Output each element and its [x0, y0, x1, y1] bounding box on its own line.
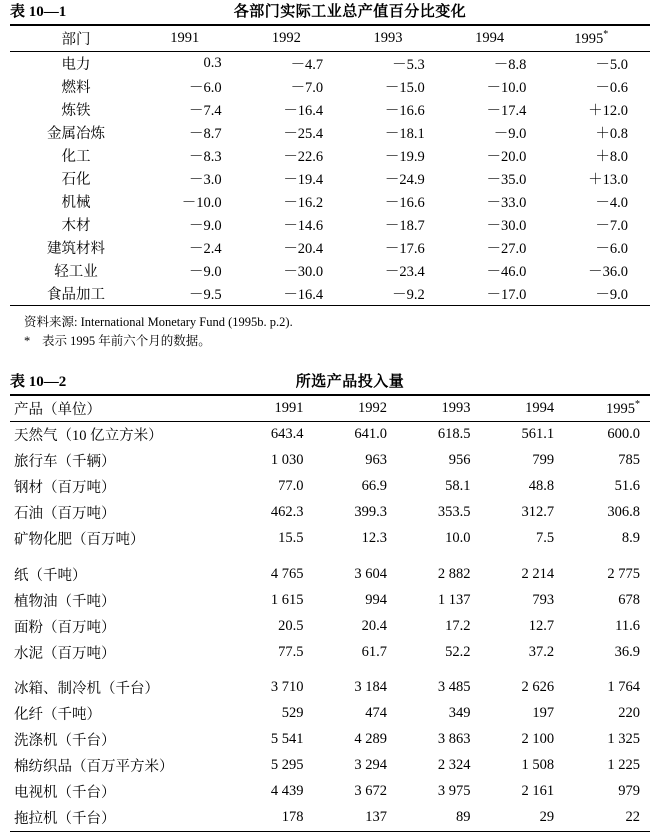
row-value: ＋0.8 [595, 126, 628, 142]
row-label: 木材 [61, 218, 91, 234]
row-value: －46.0 [486, 264, 527, 280]
row-value: 178 [230, 805, 314, 832]
table-1-caption [10, 0, 650, 24]
row-value: 36.9 [614, 643, 640, 660]
table-row [10, 448, 650, 474]
row-value: －30.0 [486, 218, 527, 234]
row-value: 48.8 [528, 478, 555, 495]
row-value: 29 [481, 805, 565, 832]
row-value: 3 672 [354, 783, 388, 800]
row-label: 轻工业 [54, 264, 98, 280]
table-2-caption [10, 370, 650, 394]
footnote-text: 表示 1995 年前六个月的数据。 [42, 334, 211, 349]
row-value: 600.0 [607, 426, 640, 443]
row-value: 1 615 [270, 591, 304, 608]
row-value: 462.3 [270, 504, 304, 521]
table-2 [10, 394, 650, 832]
row-value: 220 [618, 705, 640, 722]
row-value: －4.7 [290, 57, 324, 73]
row-value: 12.3 [361, 530, 388, 547]
row-label: 食品加工 [10, 282, 142, 306]
row-value: 66.9 [361, 478, 388, 495]
row-value: －16.6 [384, 195, 425, 211]
table-2-col-1: 1991 [230, 395, 314, 422]
row-value: 137 [314, 805, 398, 832]
row-label: 纸（千吨） [14, 567, 87, 584]
table-2-col-5 [564, 395, 650, 422]
row-value: 561.1 [521, 426, 555, 443]
row-label: 石化 [61, 172, 91, 188]
row-value: 979 [618, 783, 640, 800]
row-label: 冰箱、制冷机（千台） [14, 681, 159, 698]
table-2-col-0: 产品（单位） [10, 395, 230, 422]
row-value: －16.4 [244, 282, 346, 306]
row-value: －19.9 [384, 149, 425, 165]
table-1-col-3: 1993 [345, 25, 447, 52]
row-value: 678 [618, 591, 640, 608]
row-value: －35.0 [486, 172, 527, 188]
row-value: 0.3 [203, 55, 222, 71]
row-value: －36.0 [588, 264, 628, 280]
row-value: 77.5 [278, 643, 304, 660]
table-2-col-5-superscript: * [635, 398, 640, 410]
row-value: 4 765 [270, 565, 304, 582]
row-value: 5 541 [270, 731, 304, 748]
row-label: 钢材（百万吨） [14, 480, 116, 497]
row-label: 化工 [61, 149, 91, 165]
row-value: 20.5 [278, 617, 304, 634]
row-value: 12.7 [528, 617, 555, 634]
row-value: 529 [281, 705, 304, 722]
row-value: －19.4 [283, 172, 324, 188]
row-value: －0.6 [595, 80, 628, 96]
row-value: 1 225 [607, 757, 640, 774]
table-2-title: 所选产品投入量 [295, 373, 405, 390]
table-row [10, 500, 650, 526]
row-value: 963 [365, 452, 388, 469]
table-row [10, 701, 650, 727]
row-value: －9.0 [493, 126, 527, 142]
row-value: －30.0 [283, 264, 324, 280]
table-row [10, 727, 650, 753]
row-value: －4.0 [595, 195, 628, 211]
table-row [10, 474, 650, 500]
table-row [10, 805, 650, 832]
footnote [24, 332, 636, 351]
row-value: 1 137 [437, 591, 471, 608]
row-value: －17.0 [447, 282, 549, 306]
row-value: 197 [532, 705, 555, 722]
row-value: 58.1 [445, 478, 471, 495]
row-value: －18.1 [384, 126, 425, 142]
row-value: 10.0 [445, 530, 471, 547]
row-value: －17.6 [384, 241, 425, 257]
row-value: 3 184 [354, 679, 388, 696]
row-value: 2 775 [607, 565, 640, 582]
table-row [10, 613, 650, 639]
row-value: －9.5 [142, 282, 244, 306]
table-row [10, 259, 650, 282]
row-value: －2.4 [188, 241, 222, 257]
table-row [10, 236, 650, 259]
row-value: 7.5 [535, 530, 555, 547]
row-value: 51.6 [614, 478, 640, 495]
row-value: －33.0 [486, 195, 527, 211]
row-value: 785 [618, 452, 640, 469]
row-value: －8.3 [188, 149, 222, 165]
footnote-marker: * [24, 334, 31, 349]
row-value: 306.8 [607, 504, 640, 521]
table-row [10, 167, 650, 190]
row-value: －25.4 [283, 126, 324, 142]
row-value: 1 030 [270, 452, 304, 469]
row-label: 建筑材料 [47, 241, 105, 257]
row-value: －10.0 [486, 80, 527, 96]
row-value: 2 161 [521, 783, 555, 800]
row-value: 1 325 [607, 731, 640, 748]
table-1-col-1: 1991 [142, 25, 244, 52]
row-label: 水泥（百万吨） [14, 645, 116, 662]
row-value: 8.9 [621, 530, 640, 547]
row-value: －27.0 [486, 241, 527, 257]
table-row [10, 587, 650, 613]
table-2-header [10, 395, 650, 422]
row-value: 2 626 [521, 679, 555, 696]
row-value: 3 294 [354, 757, 388, 774]
row-value: －15.0 [384, 80, 425, 96]
table-1-col-5-label: 1995 [574, 30, 604, 47]
row-value: －9.0 [188, 264, 222, 280]
row-value: 37.2 [528, 643, 555, 660]
table-row [10, 52, 650, 76]
row-value: －6.0 [595, 241, 628, 257]
row-value: －8.8 [493, 57, 527, 73]
row-value: －7.0 [290, 80, 324, 96]
row-label: 植物油（千吨） [14, 593, 116, 610]
table-row [10, 190, 650, 213]
table-1-notes [10, 306, 650, 352]
row-value: 15.5 [278, 530, 304, 547]
row-value: 1 508 [521, 757, 555, 774]
row-value: 3 975 [437, 783, 471, 800]
row-value: 4 439 [270, 783, 304, 800]
row-value: 399.3 [354, 504, 388, 521]
row-value: －22.6 [283, 149, 324, 165]
row-value: －17.4 [486, 103, 527, 119]
row-value: 77.0 [278, 478, 304, 495]
table-1-col-0: 部门 [10, 25, 142, 52]
row-label: 天然气（10 亿立方米） [14, 428, 163, 445]
table-2-col-4: 1994 [481, 395, 565, 422]
row-value: 3 710 [270, 679, 304, 696]
row-value: 1 764 [607, 679, 640, 696]
row-value: －8.7 [188, 126, 222, 142]
row-value: 353.5 [437, 504, 471, 521]
row-label: 洗涤机（千台） [14, 733, 116, 750]
table-2-number: 表 10—2 [10, 373, 67, 390]
row-label: 炼铁 [61, 103, 91, 119]
row-value: －24.9 [384, 172, 425, 188]
table-row [10, 75, 650, 98]
row-value: 2 882 [437, 565, 471, 582]
row-value: －20.4 [283, 241, 324, 257]
table-2-body [10, 421, 650, 831]
row-value: 3 863 [437, 731, 471, 748]
row-value: －20.0 [486, 149, 527, 165]
row-value: －14.6 [283, 218, 324, 234]
table-1-col-5 [548, 25, 650, 52]
table-row [10, 421, 650, 448]
row-value: 618.5 [437, 426, 471, 443]
table-row [10, 213, 650, 236]
row-value: －5.3 [392, 57, 425, 73]
row-value: 799 [532, 452, 555, 469]
row-value: －9.0 [188, 218, 222, 234]
row-value: －16.6 [384, 103, 425, 119]
row-value: ＋8.0 [595, 149, 628, 165]
row-value: 2 100 [521, 731, 555, 748]
row-value: 89 [397, 805, 481, 832]
row-label: 化纤（千吨） [14, 707, 101, 724]
table-1-header [10, 25, 650, 52]
table-1 [10, 24, 650, 306]
row-label: 石油（百万吨） [14, 506, 116, 523]
row-value: 2 324 [437, 757, 471, 774]
row-label: 棉纺织品（百万平方米） [14, 759, 174, 776]
row-value: 474 [365, 705, 388, 722]
table-2-col-3: 1993 [397, 395, 481, 422]
row-value: 11.6 [615, 617, 640, 634]
row-value: 17.2 [445, 617, 471, 634]
row-value: 643.4 [270, 426, 304, 443]
row-value: －18.7 [384, 218, 425, 234]
row-label: 金属冶炼 [47, 126, 105, 142]
source-note: 资料来源: International Monetary Fund (1995b. p.2). [24, 315, 293, 329]
row-value: 793 [532, 591, 555, 608]
row-value: 4 289 [354, 731, 388, 748]
row-value: －7.0 [595, 218, 628, 234]
row-label: 机械 [61, 195, 91, 211]
table-1-col-2: 1992 [244, 25, 346, 52]
row-value: 5 295 [270, 757, 304, 774]
row-value: －23.4 [384, 264, 425, 280]
row-value: －5.0 [595, 57, 628, 73]
table-1-col-5-superscript: * [603, 29, 609, 41]
table-row [10, 144, 650, 167]
row-value: 2 214 [521, 565, 555, 582]
table-1-title: 各部门实际工业总产值百分比变化 [233, 4, 467, 20]
row-value: 349 [448, 705, 471, 722]
row-value: 994 [365, 591, 388, 608]
row-label: 燃料 [61, 80, 91, 96]
row-value: －3.0 [188, 172, 222, 188]
table-row [10, 121, 650, 144]
row-value: 20.4 [361, 617, 388, 634]
row-value: 3 604 [354, 565, 388, 582]
row-value: 641.0 [354, 426, 388, 443]
table-row [10, 753, 650, 779]
row-label: 电视机（千台） [14, 785, 116, 802]
row-value: －9.0 [548, 282, 650, 306]
table-1-body [10, 52, 650, 306]
row-value: 956 [448, 452, 471, 469]
table-row [10, 98, 650, 121]
row-label: 拖拉机（千台） [10, 805, 230, 832]
table-row [10, 665, 650, 701]
row-label: 矿物化肥（百万吨） [14, 532, 145, 549]
row-value: －6.0 [188, 80, 222, 96]
table-row [10, 639, 650, 665]
row-value: ＋12.0 [588, 103, 628, 119]
table-1-number: 表 10—1 [10, 4, 67, 20]
row-value: ＋13.0 [588, 172, 628, 188]
table-row [10, 779, 650, 805]
table-2-col-5-label: 1995 [606, 400, 635, 417]
table-header-row [10, 395, 650, 422]
row-value: 3 485 [437, 679, 471, 696]
table-block-2 [0, 370, 660, 832]
row-value: 61.7 [361, 643, 388, 660]
table-1-col-4: 1994 [447, 25, 549, 52]
row-value: 312.7 [521, 504, 555, 521]
row-value: －7.4 [188, 103, 222, 119]
row-value: －10.0 [181, 195, 222, 211]
table-row [10, 552, 650, 588]
table-row [10, 282, 650, 306]
table-row [10, 526, 650, 552]
row-label: 面粉（百万吨） [14, 619, 116, 636]
table-block-1 [0, 0, 660, 352]
row-value: －16.4 [283, 103, 324, 119]
table-2-col-2: 1992 [314, 395, 398, 422]
row-value: 22 [564, 805, 650, 832]
row-label: 旅行车（千辆） [14, 454, 116, 471]
row-label: 电力 [61, 57, 91, 73]
table-header-row [10, 25, 650, 52]
row-value: －9.2 [345, 282, 447, 306]
row-value: 52.2 [445, 643, 471, 660]
row-value: －16.2 [283, 195, 324, 211]
